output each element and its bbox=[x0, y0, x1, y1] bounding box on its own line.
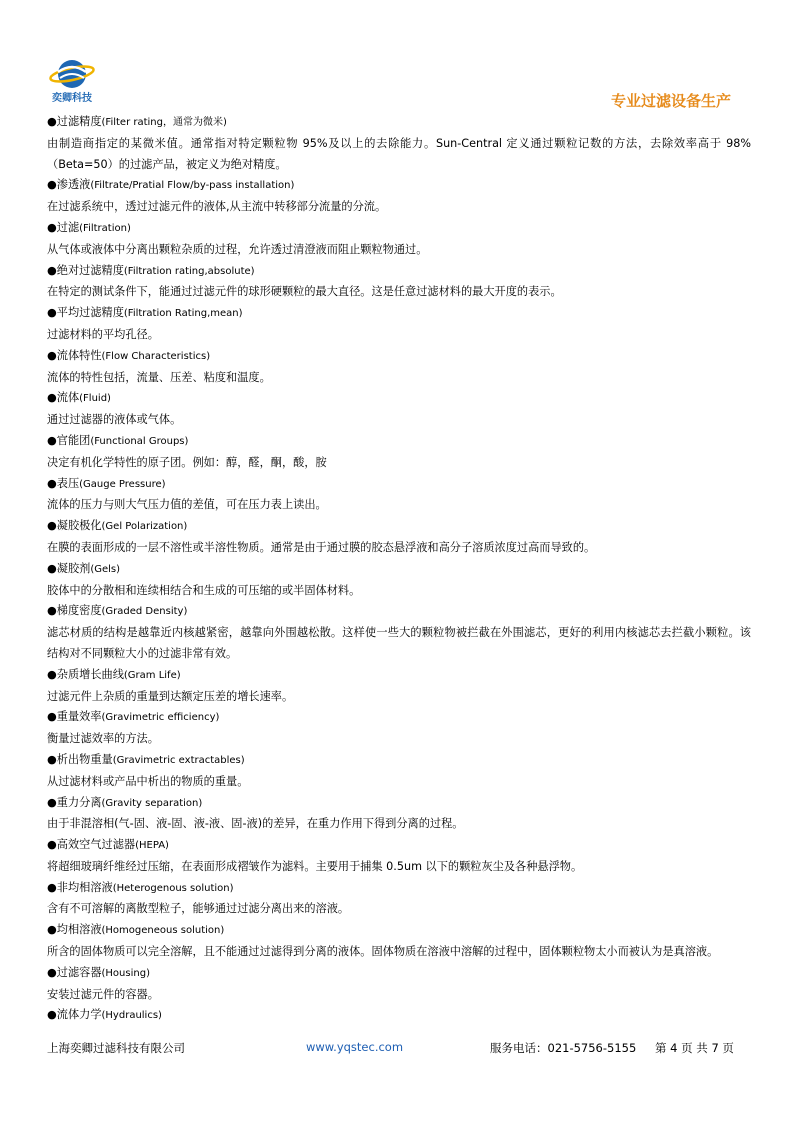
term-definition: 所含的固体物质可以完全溶解，且不能通过过滤得到分离的液体。固体物质在溶液中溶解的过程中，固体颗粒物太小而被认为是真溶液。 bbox=[47, 945, 719, 959]
term-english: (Fluid) bbox=[79, 393, 111, 405]
glossary-term bbox=[47, 474, 751, 496]
header-tagline: 专业过滤设备生产 bbox=[610, 92, 731, 110]
term-definition: 流体的特性包括，流量、压差、粘度和温度。 bbox=[47, 370, 271, 384]
term-name: ●流体力学 bbox=[47, 1008, 102, 1022]
footer-company: 上海奕卿过滤科技有限公司 bbox=[47, 1041, 185, 1055]
term-english: (Functional Groups) bbox=[90, 435, 189, 447]
footer-phone: 服务电话：021-5756-5155 bbox=[490, 1041, 637, 1055]
term-name: ●过滤 bbox=[47, 220, 80, 234]
term-definition: 过滤材料的平均孔径。 bbox=[47, 327, 159, 341]
term-definition: 由制造商指定的某微米值。通常指对特定颗粒物 95%及以上的去除能力。Sun-Central 定义通过颗粒记数的方法，去除效率高于 98%（Beta=50）的过滤产品，被定义为绝对精度。 bbox=[47, 136, 751, 171]
term-name: ●渗透液 bbox=[47, 178, 91, 192]
term-name: ●流体 bbox=[47, 391, 80, 405]
term-definition: 流体的压力与则大气压力值的差值，可在压力表上读出。 bbox=[47, 498, 327, 512]
glossary-term bbox=[47, 303, 751, 325]
page-footer bbox=[47, 1040, 747, 1060]
glossary-content bbox=[47, 112, 751, 1027]
term-definition: 决定有机化学特性的原子团。例如：醇，醛，酮，酸，胺 bbox=[47, 455, 327, 469]
term-english: (Gels) bbox=[90, 563, 121, 575]
glossary-term bbox=[47, 835, 751, 857]
term-definition: 从过滤材料或产品中析出的物质的重量。 bbox=[47, 774, 249, 788]
glossary-term bbox=[47, 920, 751, 942]
glossary-term bbox=[47, 559, 751, 581]
term-english: (Gauge Pressure) bbox=[79, 478, 166, 490]
logo-text: 奕卿科技 bbox=[52, 93, 92, 104]
term-english: (Filtration Rating,mean) bbox=[123, 308, 243, 320]
term-english: (Homogeneous solution) bbox=[101, 925, 225, 937]
term-definition: 在特定的测试条件下，能通过过滤元件的球形硬颗粒的最大直径。这是任意过滤材料的最大开度的表示。 bbox=[47, 285, 562, 299]
glossary-term bbox=[47, 707, 751, 729]
term-definition: 过滤元件上杂质的重量到达额定压差的增长速率。 bbox=[47, 689, 294, 703]
term-name: ●析出物重量 bbox=[47, 752, 113, 766]
term-definition: 安装过滤元件的容器。 bbox=[47, 987, 159, 1001]
glossary-term bbox=[47, 750, 751, 772]
term-name: ●均相溶液 bbox=[47, 923, 102, 937]
term-english: (Flow Characteristics) bbox=[101, 350, 211, 362]
term-english: (Gram Life) bbox=[123, 669, 181, 681]
term-definition: 衡量过滤效率的方法。 bbox=[47, 732, 159, 746]
term-definition: 胶体中的分散相和连续相结合和生成的可压缩的或半固体材料。 bbox=[47, 583, 361, 597]
footer-page-number: 第 4 页 共 7 页 bbox=[655, 1041, 734, 1055]
term-english: (Gravimetric efficiency) bbox=[101, 712, 220, 724]
term-name: ●凝胶极化 bbox=[47, 519, 102, 533]
glossary-term bbox=[47, 112, 751, 134]
term-english: (Filter rating，通常为微米) bbox=[101, 117, 227, 128]
term-english: (Gel Polarization) bbox=[101, 521, 188, 533]
term-english: (Graded Density) bbox=[101, 606, 188, 618]
glossary-term bbox=[47, 346, 751, 368]
glossary-term bbox=[47, 516, 751, 538]
term-english: (Gravimetric extractables) bbox=[112, 754, 245, 766]
term-english: (Housing) bbox=[101, 967, 150, 979]
glossary-term bbox=[47, 793, 751, 815]
term-english: (Filtration rating,absolute) bbox=[123, 265, 255, 277]
term-english: (Hydraulics) bbox=[101, 1010, 162, 1022]
term-definition: 在膜的表面形成的一层不溶性或半溶性物质。通常是由于通过膜的胶态悬浮液和高分子溶质浓度过高而导致的。 bbox=[47, 540, 596, 554]
term-english: (HEPA) bbox=[135, 840, 169, 852]
term-english: (Filtration) bbox=[79, 222, 131, 234]
glossary-term bbox=[47, 218, 751, 240]
glossary-term bbox=[47, 665, 751, 687]
term-name: ●过滤精度 bbox=[47, 115, 102, 128]
term-name: ●官能团 bbox=[47, 433, 91, 447]
term-english: (Heterogenous solution) bbox=[112, 882, 234, 894]
term-name: ●重力分离 bbox=[47, 795, 102, 809]
term-definition: 由于非混溶相(气-固、液-固、液-液、固-液)的差异，在重力作用下得到分离的过程。 bbox=[47, 817, 464, 831]
term-name: ●高效空气过滤器 bbox=[47, 838, 136, 852]
term-name: ●过滤容器 bbox=[47, 965, 102, 979]
term-definition: 从气体或液体中分离出颗粒杂质的过程，允许透过清澄液而阻止颗粒物通过。 bbox=[47, 242, 428, 256]
glossary-term bbox=[47, 431, 751, 453]
glossary-term bbox=[47, 388, 751, 410]
term-name: ●非均相溶液 bbox=[47, 880, 113, 894]
term-definition: 通过过滤器的液体或气体。 bbox=[47, 413, 182, 427]
glossary-term bbox=[47, 1005, 751, 1027]
term-name: ●杂质增长曲线 bbox=[47, 667, 124, 681]
glossary-term bbox=[47, 601, 751, 623]
glossary-term bbox=[47, 175, 751, 197]
term-name: ●绝对过滤精度 bbox=[47, 263, 124, 277]
glossary-term bbox=[47, 261, 751, 283]
term-name: ●流体特性 bbox=[47, 348, 102, 362]
term-name: ●凝胶剂 bbox=[47, 561, 91, 575]
page-header bbox=[0, 0, 793, 112]
term-definition: 滤芯材质的结构是越靠近内核越紧密，越靠向外围越松散。这样使一些大的颗粒物被拦截在外围滤芯，更好的利用内核滤芯去拦截小颗粒。该结构对不同颗粒大小的过滤非常有效。 bbox=[47, 626, 751, 660]
term-name: ●梯度密度 bbox=[47, 604, 102, 618]
glossary-term bbox=[47, 963, 751, 985]
term-name: ●重量效率 bbox=[47, 710, 102, 724]
term-english: (Filtrate/Pratial Flow/by-pass installation) bbox=[90, 180, 295, 192]
term-definition: 将超细玻璃纤维经过压缩，在表面形成褶皱作为滤料。主要用于捕集 0.5um 以下的颗粒灰尘及各种悬浮物。 bbox=[47, 859, 583, 873]
footer-url-link[interactable]: www.yqstec.com bbox=[306, 1040, 404, 1054]
term-definition: 含有不可溶解的离散型粒子，能够通过过滤分离出来的溶液。 bbox=[47, 902, 350, 916]
term-name: ●平均过滤精度 bbox=[47, 306, 124, 320]
term-definition: 在过滤系统中，透过过滤元件的液体,从主流中转移部分流量的分流。 bbox=[47, 200, 387, 214]
term-name: ●表压 bbox=[47, 476, 80, 490]
glossary-term bbox=[47, 878, 751, 900]
term-english: (Gravity separation) bbox=[101, 797, 203, 809]
